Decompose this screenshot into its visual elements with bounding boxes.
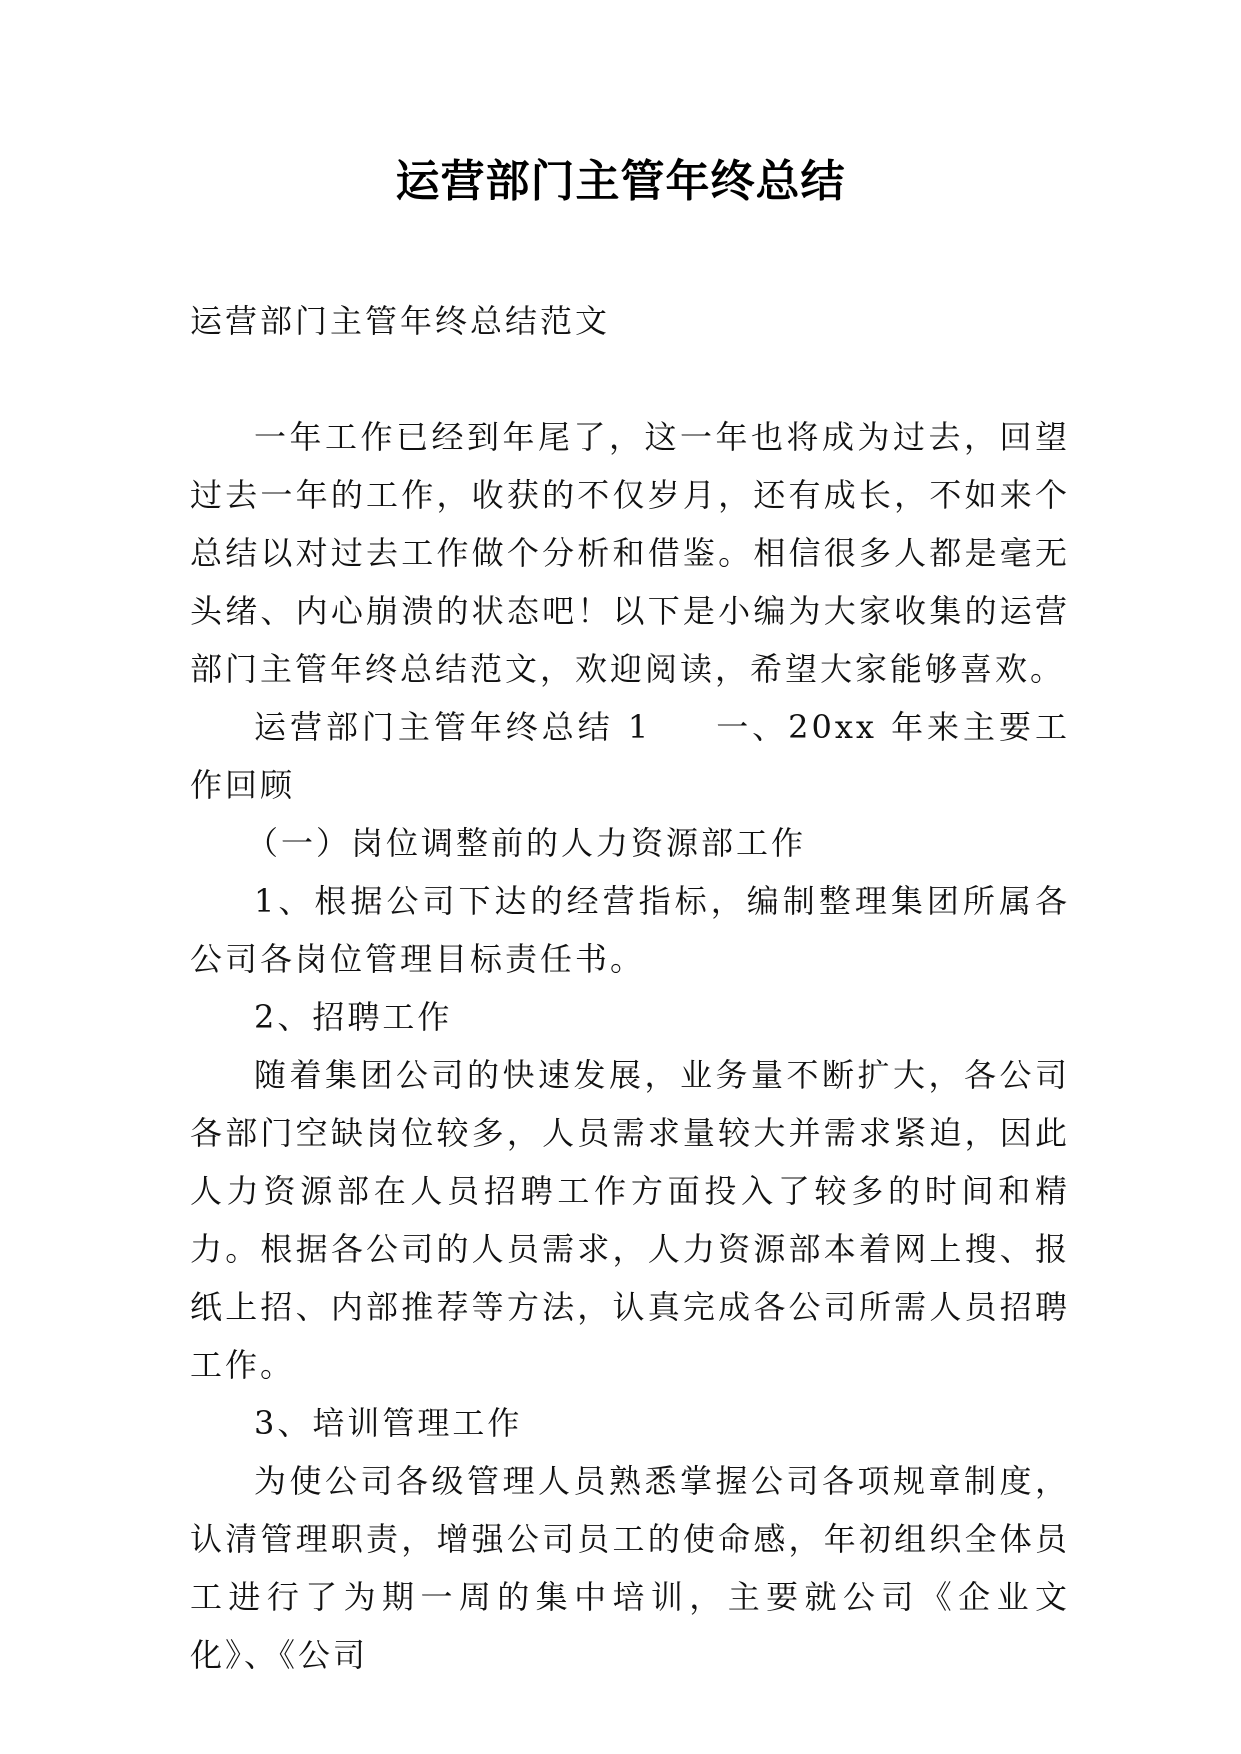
- document-body: [190, 292, 1070, 1684]
- item-2-paragraph: 随着集团公司的快速发展，业务量不断扩大，各公司各部门空缺岗位较多，人员需求量较大并需求紧迫，因此人力资源部在人员招聘工作方面投入了较多的时间和精力。根据各公司的人员需求，人力资源部本着网上搜、报纸上招、内部推荐等方法，认真完成各公司所需人员招聘工作。: [190, 1056, 1070, 1384]
- intro-paragraph: 一年工作已经到年尾了，这一年也将成为过去，回望过去一年的工作，收获的不仅岁月，还有成长，不如来个总结以对过去工作做个分析和借鉴。相信很多人都是毫无头绪、内心崩溃的状态吧！以下是小编为大家收集的运营部门主管年终总结范文，欢迎阅读，希望大家能够喜欢。: [190, 418, 1070, 688]
- item-1-paragraph: 1、根据公司下达的经营指标，编制整理集团所属各公司各岗位管理目标责任书。: [190, 882, 1070, 978]
- document-title: 运营部门主管年终总结: [395, 156, 846, 207]
- document-subtitle: 运营部门主管年终总结范文: [190, 302, 611, 340]
- section-heading: [190, 698, 1070, 814]
- item-3-heading: 3、培训管理工作: [254, 1404, 523, 1442]
- section-title-a: 运营部门主管年终总结 1: [254, 708, 652, 746]
- subsection-heading: （一）岗位调整前的人力资源部工作: [246, 824, 807, 862]
- section-title-b: 一、20xx 年来主要工作回顾: [190, 708, 1070, 804]
- item-3-paragraph: 为使公司各级管理人员熟悉掌握公司各项规章制度，认清管理职责，增强公司员工的使命感，年初组织全体员工进行了为期一周的集中培训，主要就公司《企业文化》、《公司: [190, 1462, 1070, 1674]
- item-2-heading: 2、招聘工作: [254, 998, 453, 1036]
